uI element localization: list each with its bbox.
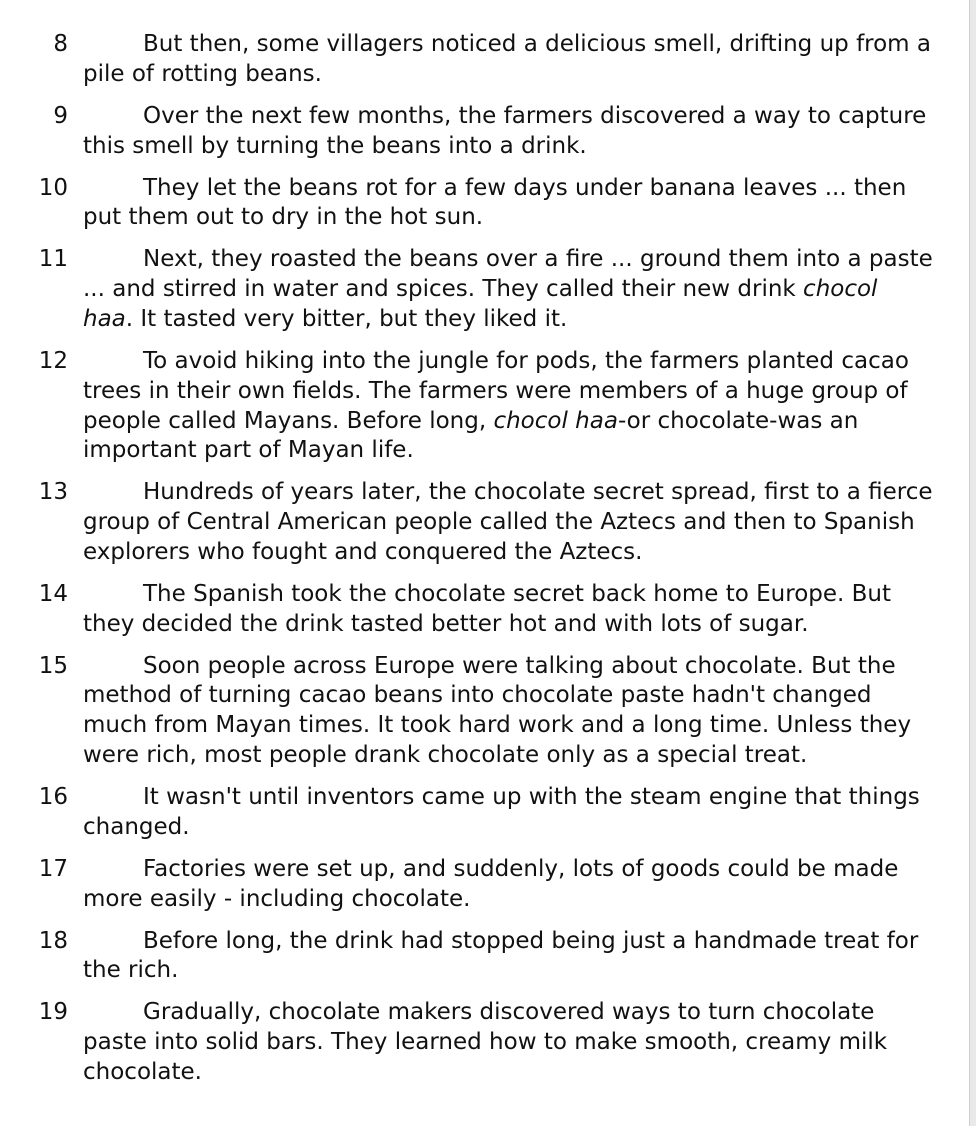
text-segment: Factories were set up, and suddenly, lots of goods could be made more easily - including chocolate. bbox=[83, 855, 899, 912]
paragraph-text bbox=[83, 347, 933, 466]
paragraph bbox=[0, 478, 933, 567]
italic-term: chocol haa bbox=[83, 276, 878, 332]
paragraph-number: 12 bbox=[38, 347, 68, 374]
paragraph bbox=[0, 652, 933, 771]
vertical-scrollbar[interactable] bbox=[969, 0, 976, 1126]
paragraph-number: 18 bbox=[38, 927, 68, 954]
paragraph bbox=[0, 998, 933, 1087]
paragraph-number: 19 bbox=[38, 999, 68, 1026]
text-segment: The Spanish took the chocolate secret back home to Europe. But they decided the drink tasted better hot and with lots of sugar. bbox=[83, 580, 892, 637]
paragraph bbox=[0, 580, 933, 640]
paragraph-number: 11 bbox=[38, 246, 68, 273]
paragraph-text bbox=[83, 927, 933, 987]
paragraph-text bbox=[83, 245, 933, 334]
text-segment: Before long, the drink had stopped being just a handmade treat for the rich. bbox=[83, 927, 919, 984]
paragraph bbox=[0, 174, 933, 234]
paragraph-number: 8 bbox=[53, 31, 68, 57]
paragraph bbox=[0, 102, 933, 162]
text-segment: Next, they roasted the beans over a fire ... ground them into a paste ... and stirred in water and spices. They called their new drink bbox=[83, 246, 933, 303]
paragraph-number: 14 bbox=[38, 580, 68, 607]
paragraph-number: 13 bbox=[38, 479, 68, 506]
paragraph-text bbox=[83, 174, 933, 234]
paragraph-text bbox=[83, 652, 933, 771]
paragraph-text bbox=[83, 998, 933, 1087]
paragraph-number: 10 bbox=[38, 174, 68, 201]
paragraph-text bbox=[83, 783, 933, 843]
paragraph-text bbox=[83, 855, 933, 915]
paragraph-number: 17 bbox=[38, 855, 68, 882]
text-segment: . It tasted very bitter, but they liked it. bbox=[125, 305, 568, 332]
paragraph bbox=[0, 927, 933, 987]
paragraph bbox=[0, 347, 933, 466]
paragraph bbox=[0, 783, 933, 843]
paragraph-text bbox=[83, 478, 933, 567]
paragraph bbox=[0, 855, 933, 915]
text-segment: To avoid hiking into the jungle for pods, the farmers planted cacao trees in their own fields. The farmers were members of a huge group of people called Mayans. Before long, bbox=[83, 347, 909, 434]
text-segment: Gradually, chocolate makers discovered ways to turn chocolate paste into solid bars. They learned how to make smooth, creamy milk chocolate. bbox=[83, 999, 888, 1085]
paragraph-text bbox=[83, 30, 933, 90]
paragraph bbox=[0, 30, 933, 90]
text-segment: Hundreds of years later, the chocolate secret spread, first to a fierce group of Central American people called the Aztecs and then to Spanish explorers who fought and conquered the Aztecs. bbox=[83, 479, 933, 565]
text-segment: But then, some villagers noticed a delicious smell, drifting up from a pile of rotting beans. bbox=[83, 31, 931, 87]
italic-term: chocol haa bbox=[493, 407, 618, 434]
paragraph-number: 9 bbox=[53, 102, 68, 129]
paragraph-text bbox=[83, 580, 933, 640]
article-text bbox=[0, 30, 976, 1100]
text-segment: -or chocolate-was an important part of Mayan life. bbox=[83, 407, 859, 464]
text-segment: They let the beans rot for a few days under banana leaves ... then put them out to dry in the hot sun. bbox=[83, 174, 907, 231]
text-segment: Over the next few months, the farmers discovered a way to capture this smell by turning the beans into a drink. bbox=[83, 102, 927, 159]
paragraph-number: 16 bbox=[38, 784, 68, 811]
text-segment: It wasn't until inventors came up with the steam engine that things changed. bbox=[83, 784, 920, 840]
paragraph-text bbox=[83, 102, 933, 162]
paragraph bbox=[0, 245, 933, 334]
text-segment: Soon people across Europe were talking about chocolate. But the method of turning cacao beans into chocolate paste hadn't changed much from Mayan times. It took hard work and a long time. Unless they were rich, most people drank chocolate only as a special treat. bbox=[83, 652, 912, 769]
paragraph-number: 15 bbox=[38, 652, 68, 679]
